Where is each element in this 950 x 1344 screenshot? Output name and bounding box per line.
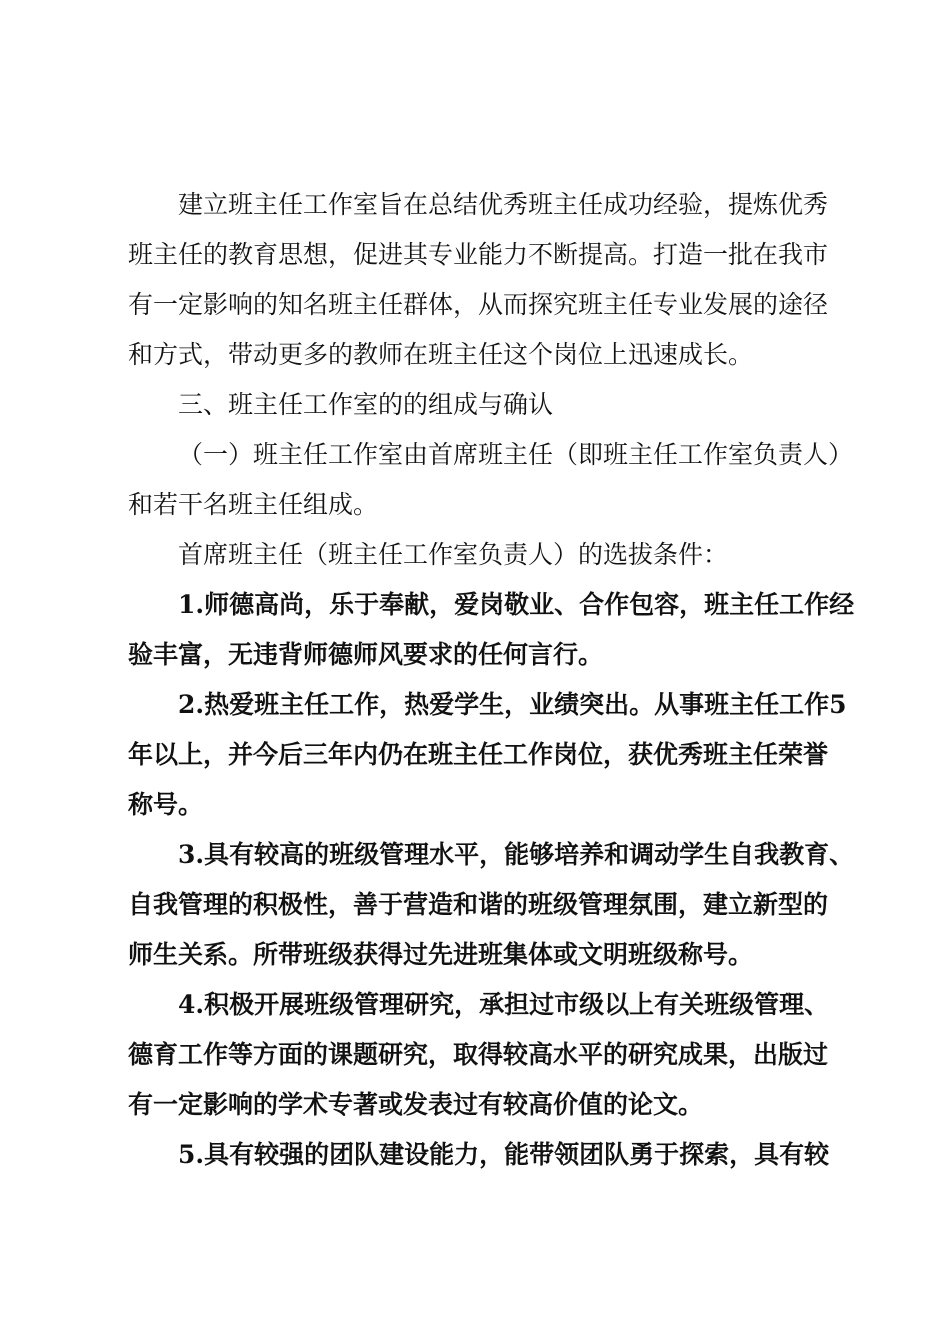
condition-3-line-1: 3.具有较高的班级管理水平，能够培养和调动学生自我教育、 (178, 840, 855, 869)
paragraph-intro-line-2: 班主任的教育思想，促进其专业能力不断提高。打造一批在我市 (128, 240, 829, 269)
paragraph-intro-line-1: 建立班主任工作室旨在总结优秀班主任成功经验，提炼优秀 (178, 190, 829, 219)
item-1-composition-line-1: （一）班主任工作室由首席班主任（即班主任工作室负责人） (178, 440, 854, 469)
condition-5-line-1: 5.具有较强的团队建设能力，能带领团队勇于探索，具有较 (178, 1140, 830, 1169)
paragraph-intro-line-3: 有一定影响的知名班主任群体，从而探究班主任专业发展的途径 (128, 290, 829, 319)
condition-4-line-3: 有一定影响的学术专著或发表过有较高价值的论文。 (128, 1090, 704, 1119)
section-3-heading: 三、班主任工作室的的组成与确认 (178, 390, 554, 419)
paragraph-intro-line-4: 和方式，带动更多的教师在班主任这个岗位上迅速成长。 (128, 340, 754, 369)
condition-2-line-2: 年以上，并今后三年内仍在班主任工作岗位，获优秀班主任荣誉 (128, 740, 829, 769)
condition-2-line-1: 2.热爱班主任工作，热爱学生，业绩突出。从事班主任工作5 (178, 690, 847, 719)
condition-1-line-1: 1.师德高尚，乐于奉献，爱岗敬业、合作包容，班主任工作经 (178, 590, 855, 619)
condition-4-line-1: 4.积极开展班级管理研究，承担过市级以上有关班级管理、 (178, 990, 830, 1019)
condition-4-line-2: 德育工作等方面的课题研究，取得较高水平的研究成果，出版过 (128, 1040, 829, 1069)
condition-3-line-2: 自我管理的积极性，善于营造和谐的班级管理氛围，建立新型的 (128, 890, 829, 919)
condition-2-line-3: 称号。 (128, 790, 204, 819)
condition-1-line-2: 验丰富，无违背师德师风要求的任何言行。 (128, 640, 604, 669)
selection-conditions-heading: 首席班主任（班主任工作室负责人）的选拔条件： (178, 540, 729, 569)
item-1-composition-line-2: 和若干名班主任组成。 (128, 490, 379, 519)
condition-3-line-3: 师生关系。所带班级获得过先进班集体或文明班级称号。 (128, 940, 754, 969)
